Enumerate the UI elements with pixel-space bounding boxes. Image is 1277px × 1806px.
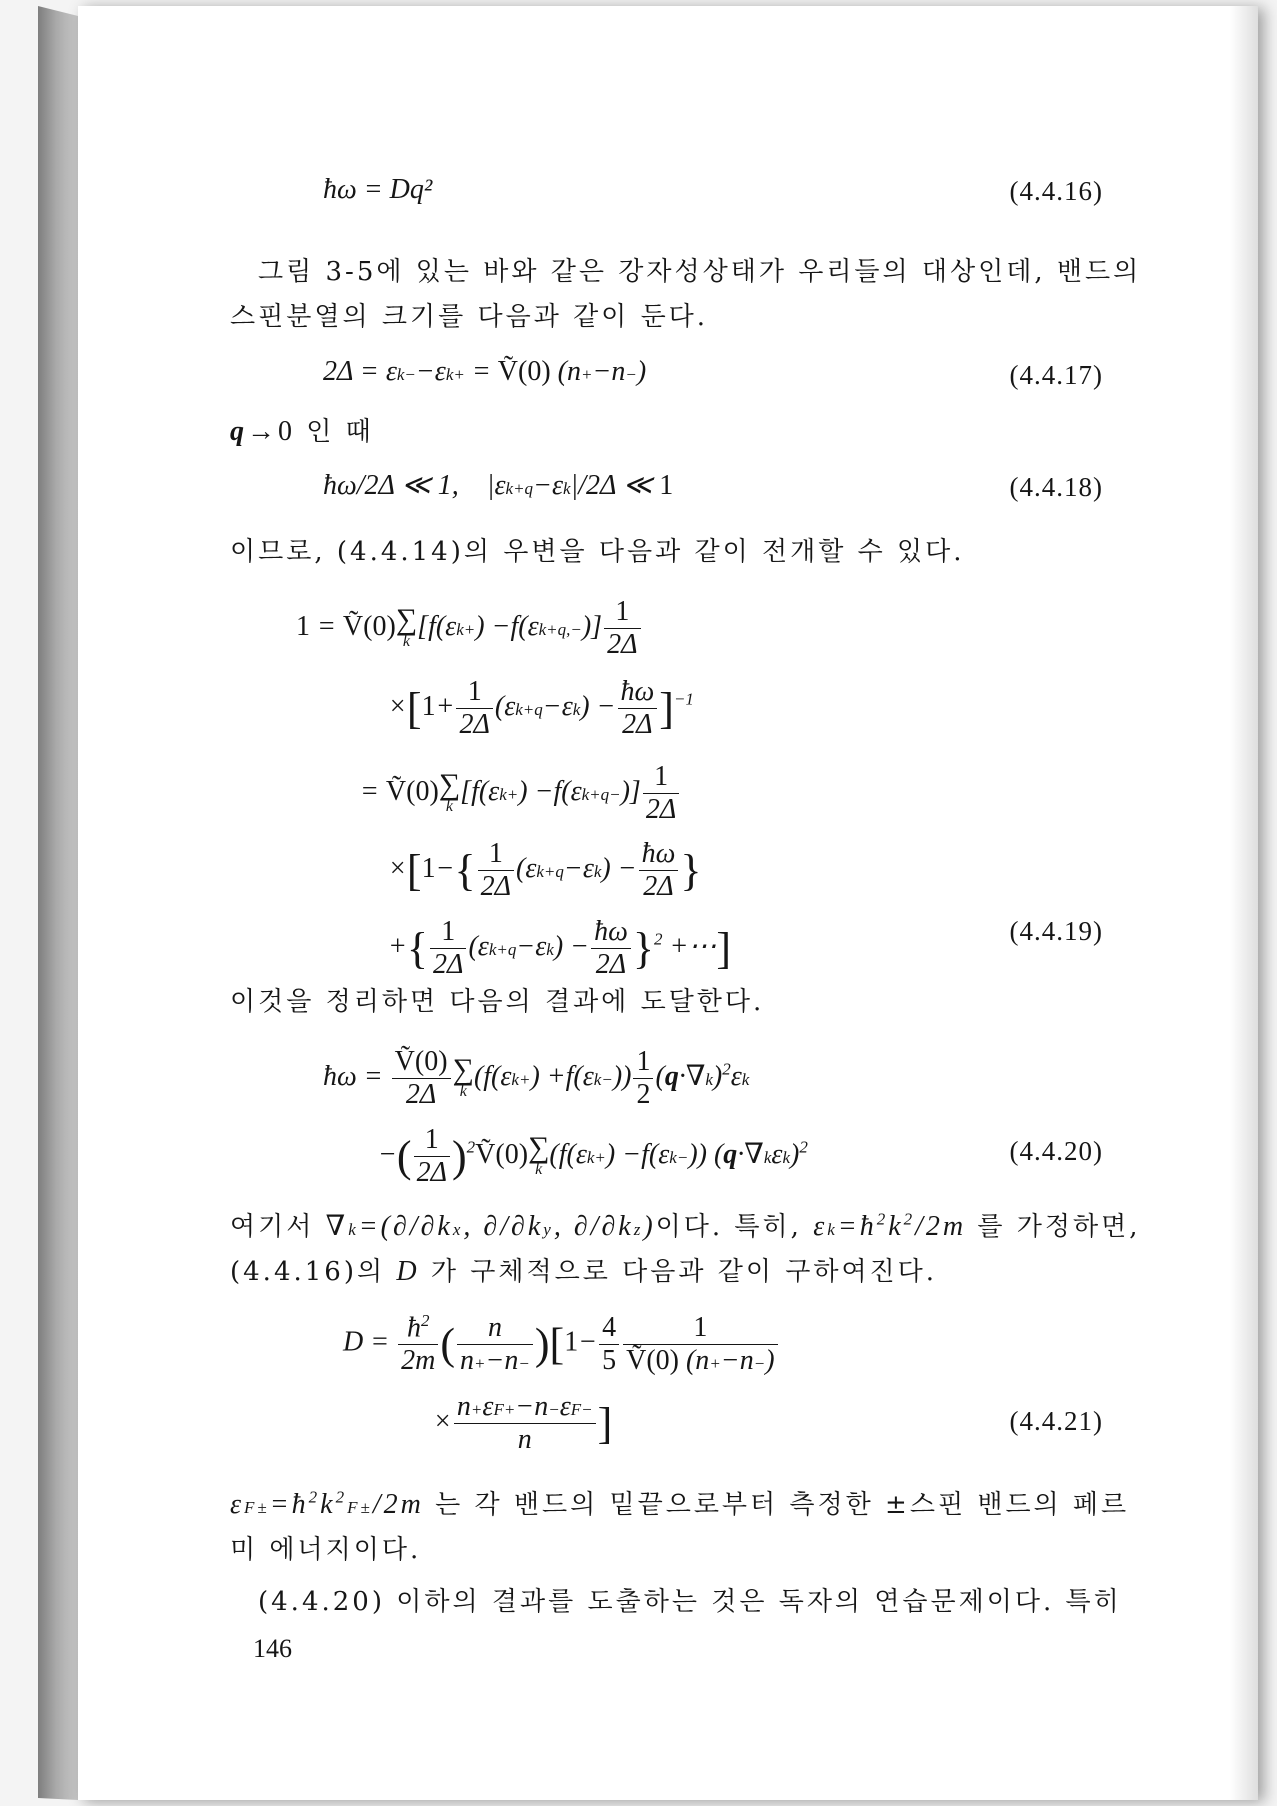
nabla-definition: ∇k=(∂/∂kx, ∂/∂ky, ∂/∂kz) <box>325 1211 656 1242</box>
equation-4-4-19-line-4: ×[1−{ $\frac{1}{2\Delta}$ (εk+q−εk) − $\frac{ħ\omega}{2\Delta}$ } <box>388 838 702 902</box>
equation-number-4-4-18: (4.4.18) <box>1009 472 1103 502</box>
equation-4-4-21-line-2: × $\frac{n+\varepsilon F+-n-\varepsilon F-}{n}$ ] <box>433 1391 613 1455</box>
book-spine <box>38 6 78 1800</box>
paragraph-7: (4.4.20) 이하의 결과를 도출하는 것은 독자의 연습문제이다. 특히 <box>258 1587 1122 1617</box>
equation-4-4-21-line-1: D = $\frac{ħ^2}{2m}$ ( $\frac{n}{n+-n-}$ )[1− $\frac{4}{5}$ $\frac{1}{\text{Ṽ(0) (n+−n−)}}$ <box>343 1311 780 1377</box>
page-number: 146 <box>253 1634 292 1663</box>
equation-4-4-19-line-1: 1 = Ṽ(0) ∑ k [f(εk+) −f(εk+q,−)] $\frac{1}{2\Delta}$ <box>296 596 643 661</box>
equation-number-4-4-17: (4.4.17) <box>1009 360 1103 390</box>
paragraph-1-line-2: 스핀분열의 크기를 다음과 같이 둔다. <box>230 302 709 332</box>
equation-number-4-4-19: (4.4.19) <box>1009 916 1103 946</box>
equation-4-4-18: ħω/2Δ ≪ 1, |εk+q−εk|/2Δ ≪ 1 <box>323 470 674 501</box>
paragraph-5-line-2: (4.4.16)의 D 가 구체적으로 다음과 같이 구하여진다. <box>230 1256 938 1287</box>
equation-4-4-16: ħω = Dq² <box>323 174 433 205</box>
dispersion-expression: $\varepsilon k=ħ^2k^2/2m$ <box>813 1209 967 1242</box>
paragraph-6-line-2: 미 에너지이다. <box>230 1535 422 1565</box>
q-limit-expression: q <box>230 416 247 447</box>
equation-4-4-19-line-2: ×[1+ $\frac{1}{2\Delta}$ (εk+q−εk) − $\frac{ħ\omega}{2\Delta}$ ]$^{-1}$ <box>388 676 694 740</box>
equation-4-4-20-line-1: ħω = $\frac{\text{Ṽ(0)}}{2\Delta}$ ∑ k (f(εk+) +f(εk−)) $\frac{1}{2}$ $(q\cdot\nabla k)^2\varepsilon k$ <box>323 1046 750 1110</box>
equation-number-4-4-16: (4.4.16) <box>1009 176 1103 206</box>
paragraph-2: q→0 인 때 <box>230 416 374 447</box>
equation-number-4-4-20: (4.4.20) <box>1009 1136 1103 1166</box>
paragraph-3: 이므로, (4.4.14)의 우변을 다음과 같이 전개할 수 있다. <box>230 537 965 567</box>
paragraph-4: 이것을 정리하면 다음의 결과에 도달한다. <box>230 987 765 1017</box>
equation-number-4-4-21: (4.4.21) <box>1009 1406 1103 1436</box>
equation-4-4-19-line-3: = Ṽ(0) ∑ k [f(εk+) −f(εk+q−)] $\frac{1}{2\Delta}$ <box>360 761 681 826</box>
book-page <box>78 6 1258 1800</box>
equation-4-4-19-line-5: +{ $\frac{1}{2\Delta}$ (εk+q−εk) − $\frac{ħ\omega}{2\Delta}$ }$^2$ +⋯] <box>388 916 732 980</box>
paragraph-1-line-1: 그림 3-5에 있는 바와 같은 강자성상태가 우리들의 대상인데, 밴드의 <box>258 257 1142 287</box>
equation-4-4-17: 2Δ = εk−−εk+ = Ṽ(0) (n+−n−) <box>323 356 647 387</box>
paragraph-6-line-1: $\varepsilon F\pm=ħ^2k^2F\pm/2m$ 는 각 밴드의 밑끝으로부터 측정한 ±스핀 밴드의 페르 <box>230 1487 1130 1520</box>
page-edge-shade <box>1230 6 1258 1800</box>
paragraph-5-line-1: 여기서 ∇k=(∂/∂kx, ∂/∂ky, ∂/∂kz)이다. 특히, $\varepsilon k=ħ^2k^2/2m$ 를 가정하면, <box>230 1209 1141 1242</box>
equation-4-4-20-line-2: −( $\frac{1}{2\Delta}$ )$^2$Ṽ(0) ∑ k (f(εk+) −f(εk−)) $(q\cdot\nabla k\varepsilon k)^2$ <box>378 1124 808 1188</box>
fermi-energy-expression: $\varepsilon F\pm=ħ^2k^2F\pm/2m$ <box>230 1487 424 1520</box>
